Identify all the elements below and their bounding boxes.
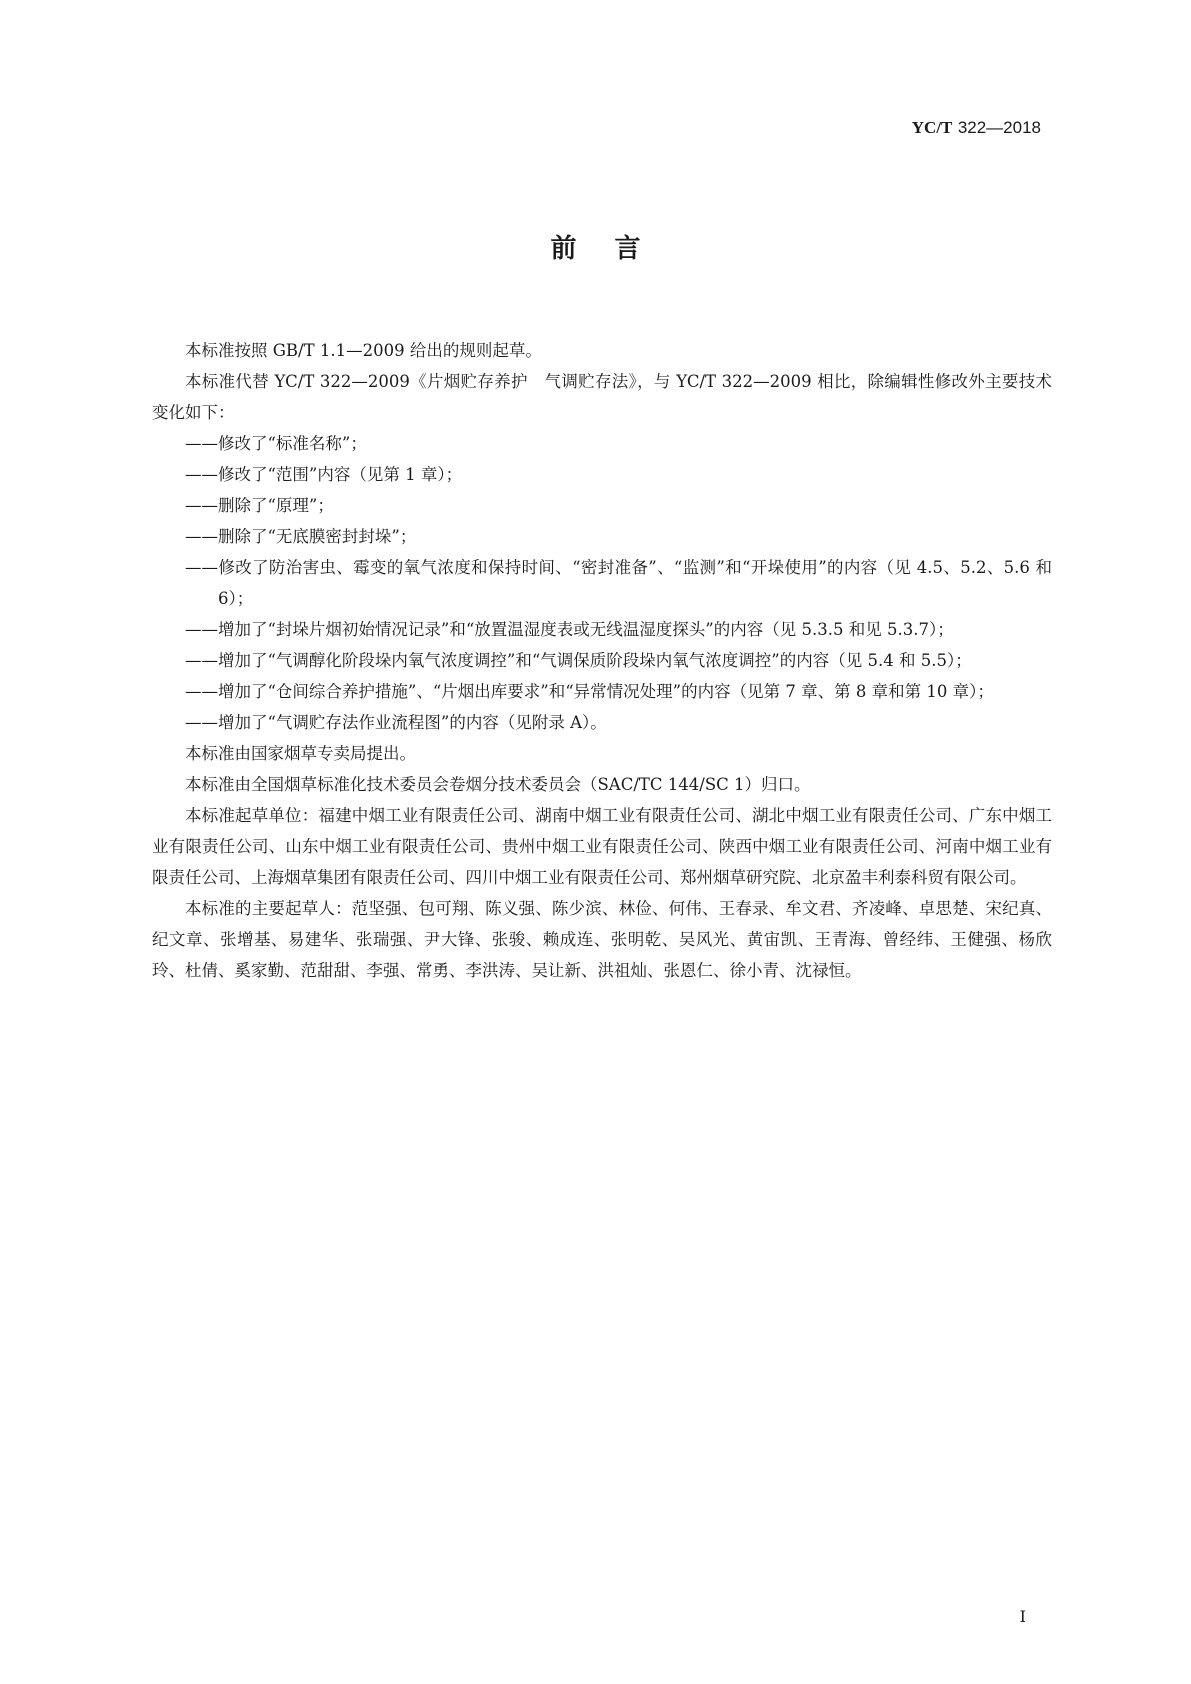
standard-org-code: YC/T — [911, 118, 953, 137]
paragraph-drafting-rules: 本标准按照 GB/T 1.1—2009 给出的规则起草。 — [185, 341, 542, 360]
standard-code — [912, 118, 1041, 138]
page-number: I — [1019, 1607, 1026, 1626]
foreword-body — [152, 335, 1052, 986]
change-item: ——增加了“仓间综合养护措施”、“片烟出库要求”和“异常情况处理”的内容（见第 7 章、第 8 章和第 10 章）； — [185, 682, 994, 701]
change-item: ——增加了“封垛片烟初始情况记录”和“放置温湿度表或无线温湿度探头”的内容（见 5.3.5 和见 5.3.7）； — [185, 620, 954, 639]
standard-number: 322—2018 — [957, 118, 1041, 137]
change-item: ——增加了“气调醇化阶段垛内氧气浓度调控”和“气调保质阶段垛内氧气浓度调控”的内容（见 5.4 和 5.5）； — [185, 651, 972, 670]
change-item: ——修改了“标准名称”； — [185, 434, 367, 453]
paragraph-drafters: 本标准的主要起草人：范坚强、包可翔、陈义强、陈少滨、林俭、何伟、王春录、牟文君、齐凌峰、卓思楚、宋纪真、纪文章、张增基、易建华、张瑞强、尹大锋、张骏、赖成连、张明乾、吴风光、黄宙凯、王青海、曾经纬、王健强、杨欣玲、杜倩、奚家勤、范甜甜、李强、常勇、李洪涛、吴让新、洪祖灿、张恩仁、徐小青、沈禄恒。 — [152, 899, 1052, 980]
paragraph-proposed-by: 本标准由国家烟草专卖局提出。 — [185, 744, 416, 763]
page-title: 前言 — [550, 234, 679, 264]
change-item: ——修改了“范围”内容（见第 1 章）； — [185, 465, 463, 484]
change-item: ——删除了“原理”； — [185, 496, 334, 515]
paragraph-replaces: 本标准代替 YC/T 322—2009《片烟贮存养护 气调贮存法》，与 YC/T 322—2009 相比，除编辑性修改外主要技术变化如下： — [152, 372, 1052, 422]
change-item: ——修改了防治害虫、霉变的氧气浓度和保持时间、“密封准备”、“监测”和“开垛使用”的内容（见 4.5、5.2、5.6 和 6）； — [185, 558, 1052, 608]
change-item: ——增加了“气调贮存法作业流程图”的内容（见附录 A）。 — [185, 713, 607, 732]
paragraph-centralized-by: 本标准由全国烟草标准化技术委员会卷烟分技术委员会（SAC/TC 144/SC 1）归口。 — [185, 775, 811, 794]
change-item: ——删除了“无底膜密封封垛”； — [185, 527, 417, 546]
paragraph-drafting-units: 本标准起草单位：福建中烟工业有限责任公司、湖南中烟工业有限责任公司、湖北中烟工业有限责任公司、广东中烟工业有限责任公司、山东中烟工业有限责任公司、贵州中烟工业有限责任公司、陕西中烟工业有限责任公司、河南中烟工业有限责任公司、上海烟草集团有限责任公司、四川中烟工业有限责任公司、郑州烟草研究院、北京盈丰利泰科贸有限公司。 — [152, 806, 1052, 887]
